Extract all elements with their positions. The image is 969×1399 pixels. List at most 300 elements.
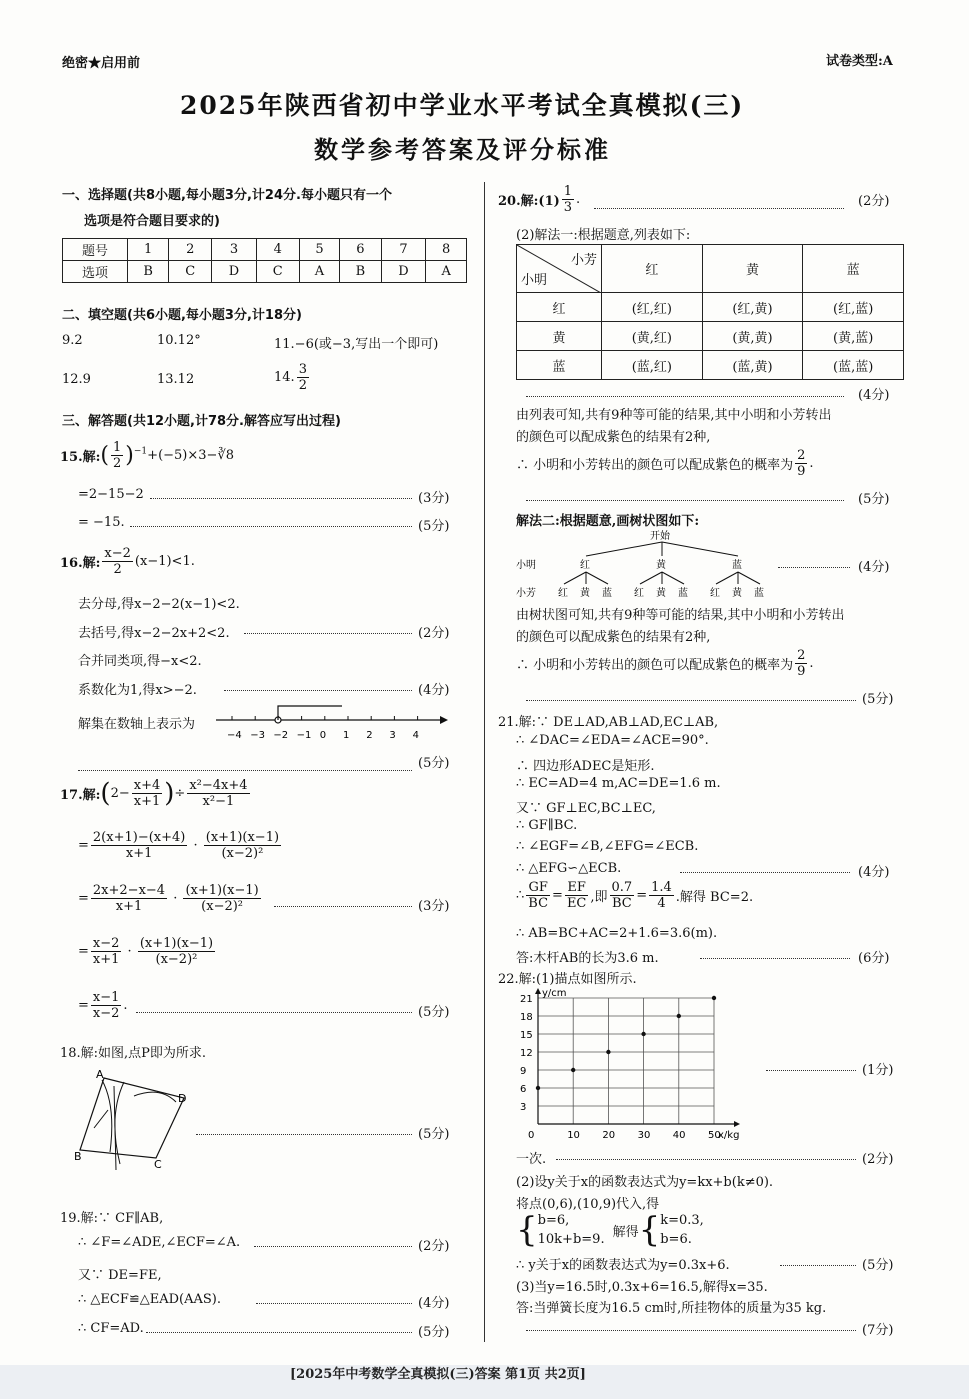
- q22-line5: ∴ y关于x的函数表达式为y=0.3x+6.: [516, 1258, 730, 1273]
- q20-text3-label: ∴ 小明和小芳转出的颜色可以配成紫色的概率为: [516, 458, 794, 473]
- section1-heading: 一、选择题(共8小题,每小题3分,计24分.每小题只有一个: [62, 188, 392, 203]
- tree-branch: [662, 542, 738, 556]
- score-points: (5分): [418, 1127, 450, 1142]
- math-text: =: [552, 888, 563, 903]
- table-cell: (红,黄): [702, 293, 803, 322]
- q21-line3: ∴ 四边形ADEC是矩形.: [516, 759, 655, 774]
- answer-table-row-answers: [63, 261, 467, 283]
- q18-construction-figure: [74, 1066, 194, 1172]
- fraction-denominator: BC: [611, 896, 632, 911]
- score-points: (5分): [418, 756, 450, 771]
- fraction: [297, 362, 309, 393]
- dotted-leader: [526, 1330, 856, 1331]
- fraction: [187, 778, 249, 809]
- fraction: [526, 880, 550, 911]
- answer-10: 10.12°: [157, 333, 201, 348]
- q22-line6: (3)当y=16.5时,0.3x+6=16.5,解得x=35.: [516, 1280, 768, 1295]
- footer-text: [2025年中考数学全真模拟(三)答案 第1页 共2页]: [290, 1367, 586, 1382]
- table-corner-label-top: 小芳: [570, 253, 597, 268]
- construction-line: [114, 1086, 116, 1170]
- dotted-leader: [594, 208, 844, 209]
- y-tick-label: 15: [520, 1030, 533, 1041]
- dotted-leader: [196, 1134, 412, 1135]
- answer-9: 9.2: [62, 333, 83, 348]
- score-points: (3分): [418, 899, 450, 914]
- q17-line3: [78, 883, 263, 914]
- y-tick-label: 9: [520, 1066, 527, 1077]
- dotted-leader: [526, 500, 844, 501]
- math-text: .: [576, 192, 581, 207]
- fraction-numerator: (x+1)(x−1): [185, 883, 259, 898]
- q19-line5: ∴ CF=AD.: [78, 1321, 144, 1336]
- dotted-leader: [700, 958, 850, 959]
- table-row: [517, 322, 904, 351]
- fraction-denominator: x+1: [133, 794, 161, 809]
- q17-line2: [78, 830, 283, 861]
- q21-line9: [516, 880, 753, 911]
- q21-line2: ∴ ∠DAC=∠EDA=∠ACE=90°.: [516, 733, 709, 748]
- q21-line4: ∴ EC=AD=4 m,AC=DE=1.6 m.: [516, 776, 721, 791]
- score-points: (2分): [858, 194, 890, 209]
- table-cell: D: [212, 261, 257, 283]
- answer-12: 12.9: [62, 372, 91, 387]
- table-row-header: 蓝: [517, 351, 602, 380]
- score-points: (5分): [862, 692, 894, 707]
- solution-eq: k=0.3,: [660, 1213, 704, 1228]
- table-cell: 5: [299, 239, 340, 261]
- dotted-leader: [254, 1246, 412, 1247]
- score-points: (5分): [418, 519, 450, 534]
- q16-step4: 系数化为1,得x>−2.: [78, 683, 197, 698]
- q20-text6: [516, 648, 814, 679]
- table-cell: (黄,黄): [702, 322, 803, 351]
- tree-node: 蓝: [754, 588, 764, 599]
- confidential-label: 绝密★启用前: [62, 56, 141, 71]
- solution-ray: [278, 706, 342, 720]
- fraction-denominator: 2: [113, 562, 122, 577]
- page-footer: [0, 1365, 969, 1399]
- construction-line: [94, 1110, 108, 1128]
- math-text: =: [78, 891, 89, 906]
- fraction: [91, 990, 122, 1021]
- math-text: =: [78, 944, 89, 959]
- fraction-numerator: 2: [797, 648, 806, 663]
- brace: {: [638, 1210, 661, 1250]
- fraction-denominator: x²−1: [202, 794, 235, 809]
- table-cell: 6: [340, 239, 381, 261]
- fraction-denominator: 9: [797, 664, 806, 679]
- y-axis-arrow-icon: [535, 988, 541, 994]
- math-text: =: [78, 998, 89, 1013]
- score-points: (4分): [418, 683, 450, 698]
- fraction: [204, 830, 281, 861]
- fraction-numerator: (x+1)(x−1): [205, 830, 280, 845]
- fraction-numerator: (x+1)(x−1): [139, 936, 214, 951]
- column-divider: [484, 182, 485, 1342]
- fraction-denominator: 2: [298, 378, 307, 393]
- math-text: ,即: [590, 890, 608, 905]
- q20-text6-label: ∴ 小明和小芳转出的颜色可以配成紫色的概率为: [516, 658, 794, 673]
- fraction-denominator: 3: [563, 200, 573, 215]
- fraction-denominator: BC: [528, 896, 549, 911]
- q15-label: 15.解:: [60, 450, 101, 465]
- tree-node: 黄: [580, 588, 590, 599]
- fraction-numerator: x²−4x+4: [189, 778, 248, 793]
- number-line-tick-label: 3: [389, 730, 396, 741]
- math-text: ∴: [516, 888, 525, 903]
- table-cell: C: [169, 261, 212, 283]
- q22-line7: 答:当弹簧长度为16.5 cm时,所挂物体的质量为35 kg.: [516, 1301, 827, 1316]
- tree-node: 红: [634, 588, 644, 599]
- data-point: [536, 1086, 540, 1090]
- q20-text3: [516, 448, 814, 479]
- answer-14-label: 14.: [274, 370, 295, 385]
- math-text: .解得 BC=2.: [675, 890, 754, 905]
- table-cell: 4: [256, 239, 299, 261]
- q19-line4: ∴ △ECF≌△EAD(AAS).: [78, 1292, 222, 1307]
- fraction-denominator: x+1: [115, 899, 143, 914]
- table-corner-label-bottom: 小明: [521, 273, 548, 288]
- q16-label: 16.解:: [60, 556, 101, 571]
- table-cell: (蓝,黄): [702, 351, 803, 380]
- table-header-cell: 红: [602, 245, 703, 293]
- fraction-denominator: 9: [797, 464, 806, 479]
- math-text: ·: [169, 891, 182, 906]
- q18-text: 18.解:如图,点P即为所求.: [60, 1046, 207, 1061]
- fraction: [610, 880, 635, 911]
- fraction-numerator: 3: [298, 362, 307, 377]
- q20-method1: (2)解法一:根据题意,列表如下:: [516, 228, 691, 243]
- y-tick-label: 21: [520, 994, 533, 1005]
- answer-table: [62, 238, 467, 283]
- tree-branch: [586, 542, 662, 556]
- x-tick-label: 40: [672, 1130, 686, 1141]
- fraction-denominator: (x−2)²: [155, 952, 198, 967]
- page-subtitle: 数学参考答案及评分标准: [314, 136, 611, 164]
- q21-answer: 答:木杆AB的长为3.6 m.: [516, 951, 659, 966]
- x-tick-label: 20: [602, 1130, 616, 1141]
- q19-line3: 又∵ DE=FE,: [78, 1268, 162, 1283]
- data-point: [677, 1014, 681, 1018]
- score-points: (2分): [418, 1239, 450, 1254]
- number-line-tick-label: −4: [227, 730, 242, 741]
- table-cell: (黄,蓝): [803, 322, 904, 351]
- y-tick-label: 3: [520, 1102, 527, 1113]
- fraction-denominator: (x−2)²: [201, 899, 244, 914]
- q20-text5: 的颜色可以配成紫色的结果有2种,: [516, 630, 711, 645]
- paren: ): [125, 443, 134, 468]
- q22-line4: 将点(0,6),(10,9)代入,得: [516, 1197, 660, 1212]
- x-axis-arrow-icon: [734, 1121, 740, 1127]
- dotted-leader: [778, 567, 850, 568]
- vertex-label: D: [178, 1092, 187, 1105]
- q20-text1: 由列表可知,共有9种等可能的结果,其中小明和小芳转出: [516, 408, 832, 423]
- chart-grid: [538, 998, 714, 1124]
- score-points: (4分): [418, 1296, 450, 1311]
- fraction-numerator: x−1: [92, 990, 120, 1005]
- dotted-leader: [150, 498, 412, 499]
- math-text: .: [123, 998, 128, 1013]
- fraction-numerator: EF: [565, 880, 588, 896]
- tree-node: 红: [558, 588, 568, 599]
- q19-line2: ∴ ∠F=∠ADE,∠ECF=∠A.: [78, 1235, 241, 1250]
- fraction-numerator: x−2: [104, 546, 131, 561]
- math-text: 2−: [110, 786, 130, 801]
- table-cell: 3: [212, 239, 257, 261]
- dotted-leader: [556, 1159, 856, 1160]
- math-text: ÷: [174, 786, 186, 801]
- fraction: [91, 936, 122, 967]
- fraction: [91, 830, 187, 861]
- tree-diagram: [514, 528, 776, 600]
- data-point: [712, 996, 716, 1000]
- q21-line6: ∴ GF∥BC.: [516, 818, 578, 833]
- fraction-denominator: 4: [657, 896, 666, 911]
- chart-xlabel: x/kg: [718, 1130, 740, 1141]
- fraction-denominator: x+1: [125, 846, 153, 861]
- dotted-leader: [526, 700, 856, 701]
- tree-node: 红: [710, 588, 720, 599]
- table-cell: 8: [426, 239, 467, 261]
- x-tick-label: 30: [637, 1130, 651, 1141]
- table-row: [517, 351, 904, 380]
- table-header-cell: 题号: [63, 239, 128, 261]
- score-points: (2分): [418, 626, 450, 641]
- q16-step1: 去分母,得x−2−2(x−1)<2.: [78, 597, 240, 612]
- fraction: [102, 546, 133, 577]
- dotted-leader: [680, 872, 850, 873]
- q16-step5: 解集在数轴上表示为: [78, 717, 196, 732]
- score-points: (3分): [418, 491, 450, 506]
- construction-arc: [115, 1082, 124, 1164]
- fraction: [111, 440, 123, 471]
- score-points: (2分): [862, 1152, 894, 1167]
- x-tick-label: 10: [567, 1130, 580, 1141]
- answer-13: 13.12: [157, 372, 195, 387]
- fraction: [91, 883, 167, 914]
- quadrilateral: [80, 1078, 187, 1158]
- chart-origin-label: 0: [528, 1130, 535, 1141]
- fraction-numerator: 1.4: [651, 880, 672, 895]
- solution-eq: b=6.: [660, 1232, 692, 1247]
- tree-node: 黄: [732, 588, 742, 599]
- vertex-label: B: [74, 1150, 82, 1163]
- table-row: [517, 293, 904, 322]
- y-tick-label: 12: [520, 1048, 533, 1059]
- section3-heading: 三、解答题(共12小题,计78分.解答应写出过程): [62, 414, 341, 429]
- q20-label: 20.解:(1): [498, 194, 560, 209]
- q20-part1: [498, 184, 580, 215]
- q22-equation-system: [516, 1211, 704, 1249]
- chart-ylabel: y/cm: [542, 988, 567, 999]
- score-points: (4分): [858, 560, 890, 575]
- page-title: 2025年陕西省初中学业水平考试全真模拟(三): [180, 91, 745, 120]
- number-line-tick-label: 1: [343, 730, 350, 741]
- paren: (: [100, 443, 110, 468]
- score-points: (7分): [862, 1323, 894, 1338]
- number-line-tick-label: −3: [250, 730, 265, 741]
- fraction-denominator: 2: [113, 456, 122, 471]
- fraction-numerator: 1: [563, 184, 573, 199]
- y-tick-label: 18: [520, 1012, 533, 1023]
- q17-label: 17.解:: [60, 788, 101, 803]
- construction-arc: [134, 1092, 176, 1102]
- q17-line4: [78, 936, 217, 967]
- q15-step1: =2−15−2: [78, 487, 144, 502]
- q21-line8: ∴ △EFG∽△ECB.: [516, 861, 622, 876]
- number-line-tick-label: 4: [412, 730, 419, 741]
- probability-table: [516, 244, 904, 380]
- fraction-denominator: x+1: [92, 952, 120, 967]
- score-points: (5分): [862, 1258, 894, 1273]
- number-line: [212, 702, 448, 744]
- table-header-row: [517, 245, 904, 293]
- data-point: [641, 1032, 645, 1036]
- dotted-leader: [780, 1265, 856, 1266]
- table-cell: A: [299, 261, 340, 283]
- q20-text4: 由树状图可知,共有9种等可能的结果,其中小明和小芳转出: [516, 608, 845, 623]
- q21-line1: 21.解:∵ DE⊥AD,AB⊥AD,EC⊥AB,: [498, 715, 719, 730]
- q22-line2: 一次.: [516, 1152, 547, 1167]
- fraction-numerator: x+4: [133, 778, 161, 793]
- dotted-leader: [256, 1303, 412, 1304]
- math-text: .: [809, 656, 814, 671]
- answer-11: 11.−6(或−3,写出一个即可): [274, 337, 439, 352]
- y-tick-label: 6: [520, 1084, 527, 1095]
- solve-label: 解得: [612, 1224, 639, 1240]
- x-tick-label: 50: [708, 1130, 721, 1141]
- q15-step2: = −15.: [78, 515, 125, 530]
- q16-expression: [60, 546, 195, 577]
- dotted-leader: [766, 1070, 856, 1071]
- table-cell: A: [426, 261, 467, 283]
- tree-level-label: 小芳: [516, 588, 536, 599]
- table-header-cell: 蓝: [803, 245, 904, 293]
- dotted-leader: [526, 396, 844, 397]
- dotted-leader: [146, 1332, 412, 1333]
- table-cell: (黄,红): [602, 322, 703, 351]
- table-cell: 7: [381, 239, 426, 261]
- fraction-numerator: x−2: [92, 936, 120, 951]
- q16-expression-tail: (x−1)<1.: [134, 554, 195, 569]
- q15-expression-tail: +(−5)×3−∛8: [147, 448, 234, 463]
- dotted-leader: [130, 526, 412, 527]
- math-text: =: [636, 888, 648, 903]
- tree-node: 蓝: [678, 588, 688, 599]
- dotted-leader: [244, 633, 412, 634]
- table-header-cell: 黄: [702, 245, 803, 293]
- fraction: [795, 448, 807, 479]
- table-cell: C: [256, 261, 299, 283]
- brace: {: [516, 1210, 538, 1250]
- tree-node: 蓝: [602, 588, 612, 599]
- number-line-tick-label: 0: [319, 730, 327, 741]
- table-row-header: 红: [517, 293, 602, 322]
- fraction-numerator: 1: [113, 440, 122, 455]
- fraction: [562, 184, 574, 215]
- score-points: (4分): [858, 388, 890, 403]
- vertex-label: A: [96, 1068, 104, 1081]
- fraction-numerator: 2: [797, 448, 806, 463]
- q20-text2: 的颜色可以配成紫色的结果有2种,: [516, 430, 711, 445]
- tree-node: 蓝: [732, 560, 742, 571]
- q17-line5: [78, 990, 128, 1021]
- tree-level-label: 小明: [516, 560, 536, 571]
- tree-branches-level2: [564, 572, 760, 584]
- table-cell: B: [128, 261, 169, 283]
- dotted-leader: [224, 690, 412, 691]
- fraction-numerator: 0.7: [611, 880, 633, 895]
- q22-line3: (2)设y关于x的函数表达式为y=kx+b(k≠0).: [516, 1175, 774, 1190]
- paren: ): [164, 778, 175, 809]
- score-points: (5分): [418, 1005, 450, 1020]
- table-corner-cell: [517, 245, 602, 293]
- table-cell: 2: [169, 239, 212, 261]
- fraction: [132, 778, 163, 809]
- chart-points: [536, 996, 716, 1090]
- fraction: [138, 936, 215, 967]
- system-eq: 10k+b=9.: [537, 1232, 605, 1247]
- paren: (: [100, 778, 111, 809]
- q16-step3: 合并同类项,得−x<2.: [78, 654, 202, 669]
- fraction: [183, 883, 260, 914]
- answer-table-row-numbers: [63, 239, 467, 261]
- number-line-tick-label: −2: [273, 730, 289, 741]
- number-line-tick-label: 2: [366, 730, 373, 741]
- section1-heading-cont: 选项是符合题目要求的): [84, 214, 220, 229]
- fraction-numerator: 2(x+1)−(x+4): [92, 830, 186, 845]
- arrow-icon: [440, 716, 448, 724]
- paper-type-label: 试卷类型:A: [826, 54, 893, 69]
- fraction: [649, 880, 674, 911]
- system-eq: b=6,: [537, 1213, 570, 1228]
- dotted-leader: [274, 906, 412, 907]
- tree-node: 黄: [656, 588, 666, 599]
- q22-line1: 22.解:(1)描点如图所示.: [498, 972, 637, 987]
- dotted-leader: [136, 1012, 412, 1013]
- table-cell: (蓝,蓝): [803, 351, 904, 380]
- table-cell: 1: [128, 239, 169, 261]
- q19-line1: 19.解:∵ CF∥AB,: [60, 1211, 164, 1226]
- score-points: (5分): [858, 492, 890, 507]
- exponent: −1: [133, 446, 148, 457]
- answer-14: [274, 362, 311, 393]
- table-cell: (蓝,红): [602, 351, 703, 380]
- table-header-cell: 选项: [63, 261, 128, 283]
- tree-node: 黄: [656, 560, 666, 571]
- q15-expression: [60, 440, 234, 471]
- data-point: [571, 1068, 575, 1072]
- data-point: [606, 1050, 610, 1054]
- table-row-header: 黄: [517, 322, 602, 351]
- score-points: (4分): [858, 865, 890, 880]
- q17-line1: [60, 778, 252, 809]
- fraction-numerator: 2x+2−x−4: [92, 883, 166, 898]
- vertex-label: C: [154, 1158, 162, 1171]
- fraction: [795, 648, 807, 679]
- system-lines: [538, 1211, 605, 1249]
- q16-step2: 去括号,得x−2−2x+2<2.: [78, 626, 230, 641]
- table-cell: B: [340, 261, 381, 283]
- fraction-numerator: GF: [526, 880, 550, 896]
- table-cell: (红,红): [602, 293, 703, 322]
- section2-heading: 二、填空题(共6小题,每小题3分,计18分): [62, 308, 302, 323]
- q21-line5: 又∵ GF⊥EC,BC⊥EC,: [516, 801, 656, 816]
- math-text: .: [809, 456, 814, 471]
- math-text: =: [78, 838, 89, 853]
- q22-scatter-chart: [512, 986, 762, 1144]
- fraction-denominator: (x−2)²: [221, 846, 264, 861]
